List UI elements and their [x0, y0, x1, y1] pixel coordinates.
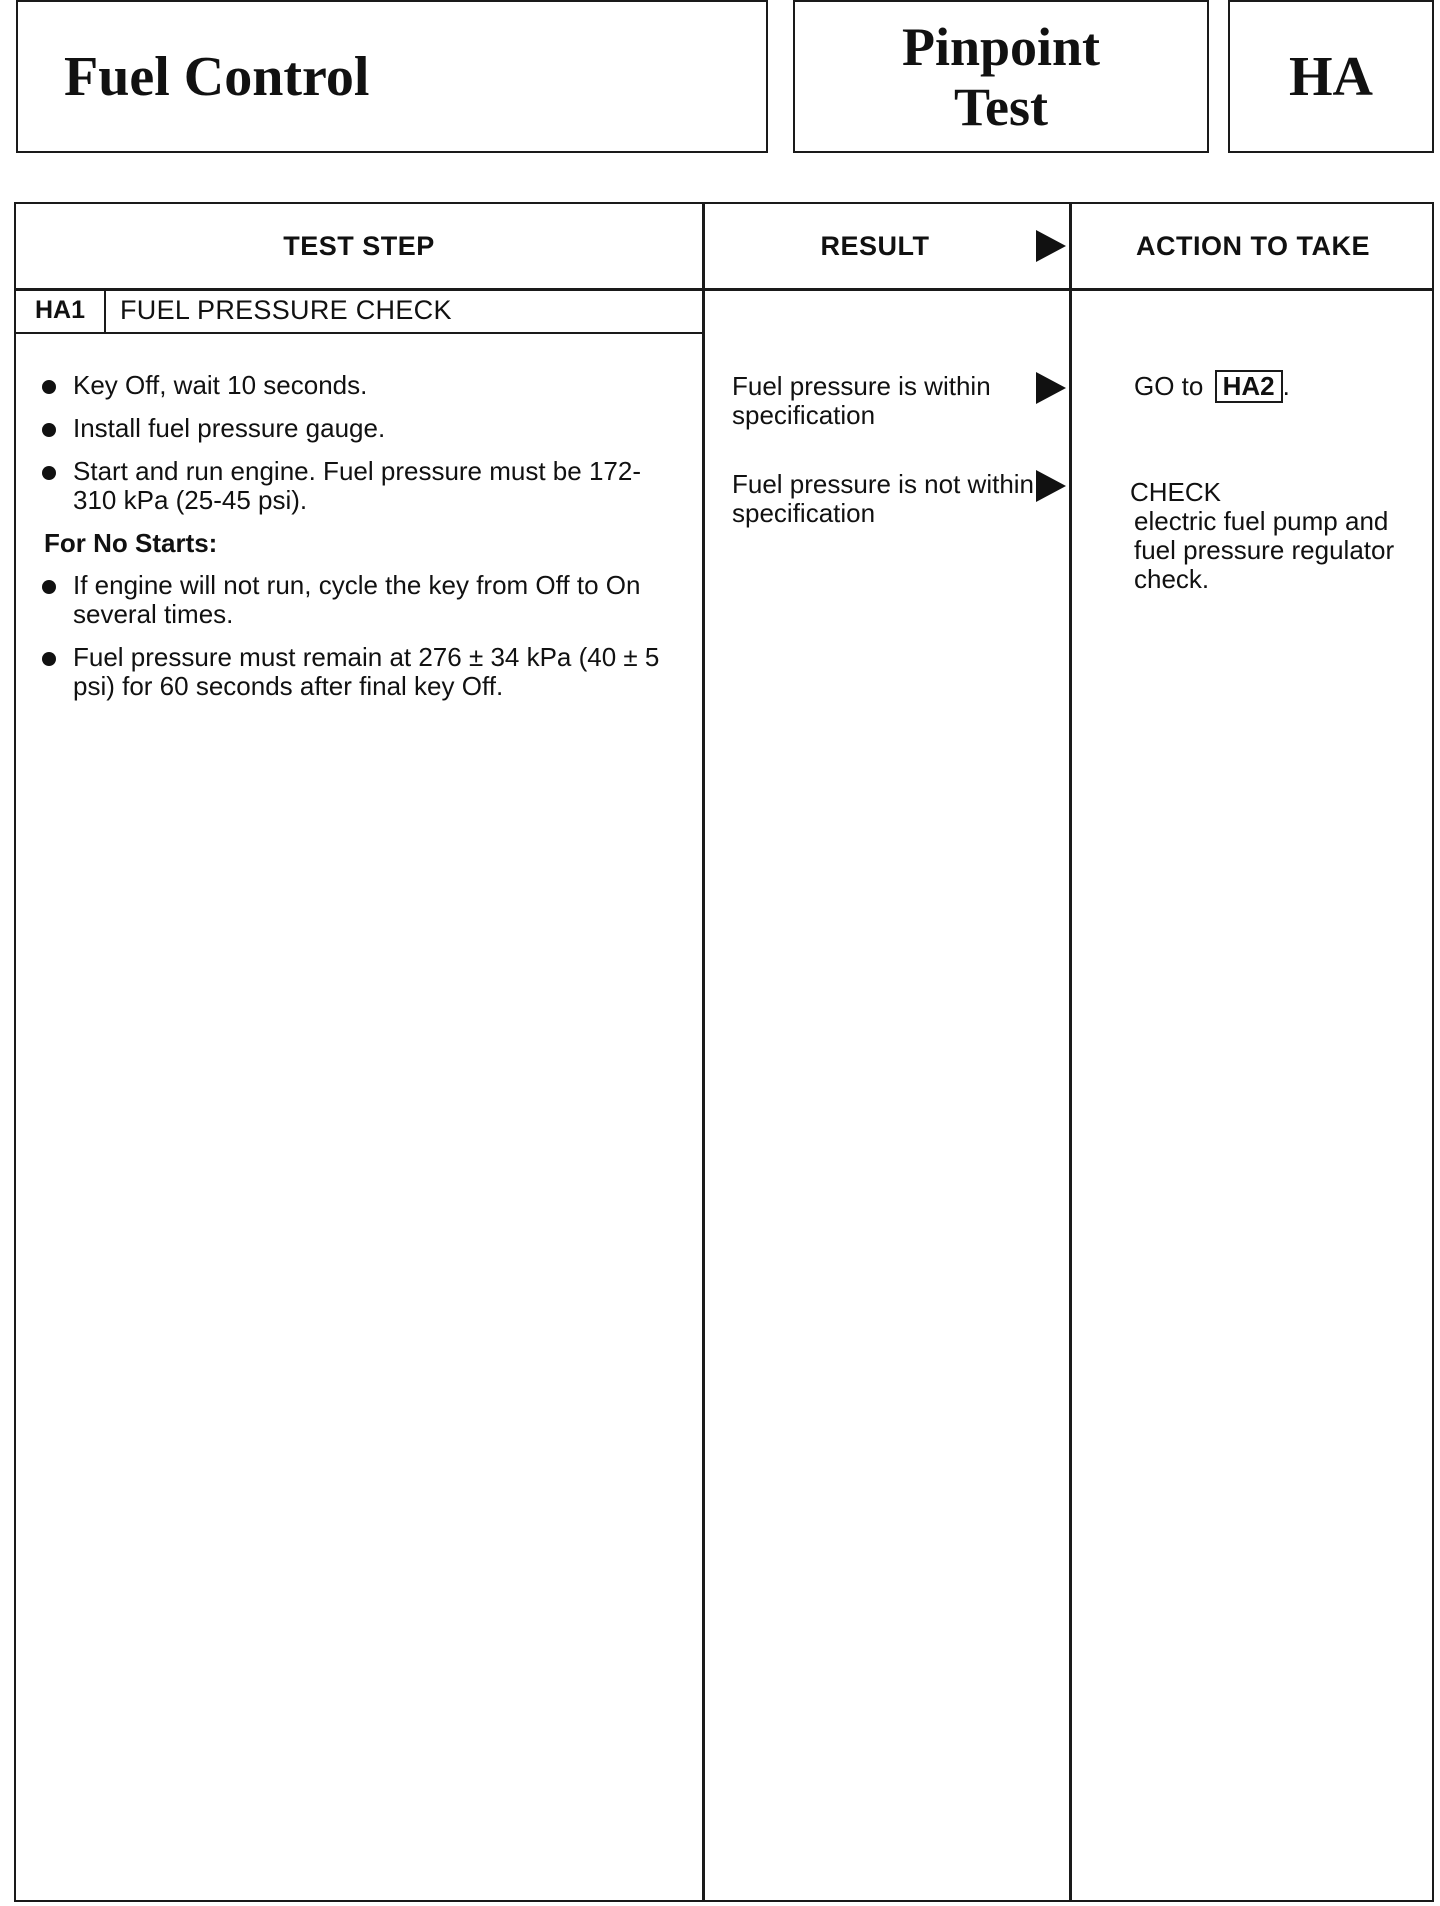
bullet-icon	[42, 380, 56, 394]
test-code	[1228, 0, 1434, 153]
bullet-icon	[42, 423, 56, 437]
result-text: Fuel pressure is not within specification	[732, 469, 1035, 528]
pinpoint-test-label	[793, 0, 1209, 153]
column-header-action-label: ACTION TO TAKE	[1136, 230, 1370, 261]
column-header-result-label: RESULT	[820, 230, 930, 261]
step-instruction: If engine will not run, cycle the key from Off to On several times.	[73, 570, 641, 629]
action-goto	[1134, 370, 1290, 403]
result-text: Fuel pressure is within specification	[732, 371, 991, 430]
step-instruction: Key Off, wait 10 seconds.	[73, 370, 368, 400]
pinpoint-test-table	[14, 202, 1434, 1902]
step-header-row	[16, 288, 702, 334]
column-header-test-step-label: TEST STEP	[283, 230, 435, 261]
action-check-text: electric fuel pump and fuel pressure regulator check.	[1134, 506, 1395, 594]
step-id: HA1	[16, 288, 106, 332]
column-divider-2	[1069, 204, 1072, 1900]
step-instruction: Install fuel pressure gauge.	[73, 413, 386, 443]
test-code-text: HA	[1289, 45, 1373, 108]
bullet-icon	[42, 652, 56, 666]
page-title	[16, 0, 768, 153]
column-header-action	[1072, 204, 1434, 288]
page-title-text: Fuel Control	[64, 45, 370, 108]
step-title: FUEL PRESSURE CHECK	[120, 294, 452, 325]
action-goto-prefix: GO to	[1134, 371, 1204, 401]
step-reference-link[interactable]: HA2	[1215, 370, 1283, 403]
column-header-test-step	[16, 204, 702, 288]
no-starts-heading: For No Starts:	[44, 528, 218, 558]
pinpoint-line2: Test	[953, 76, 1049, 137]
arrow-right-icon	[1036, 230, 1066, 262]
bullet-icon	[42, 466, 56, 480]
action-check-heading: CHECK	[1130, 477, 1222, 507]
column-divider-1	[702, 204, 705, 1900]
arrow-right-icon	[1036, 372, 1066, 404]
action-goto-suffix: .	[1282, 371, 1290, 401]
bullet-icon	[42, 580, 56, 594]
step-instruction: Start and run engine. Fuel pressure must be 172-310 kPa (25-45 psi).	[73, 456, 641, 515]
arrow-right-icon	[1036, 470, 1066, 502]
step-instruction: Fuel pressure must remain at 276 ± 34 kPa (40 ± 5 psi) for 60 seconds after final key Off.	[73, 642, 660, 701]
column-header-result	[704, 204, 1046, 288]
pinpoint-line1: Pinpoint	[901, 16, 1101, 77]
